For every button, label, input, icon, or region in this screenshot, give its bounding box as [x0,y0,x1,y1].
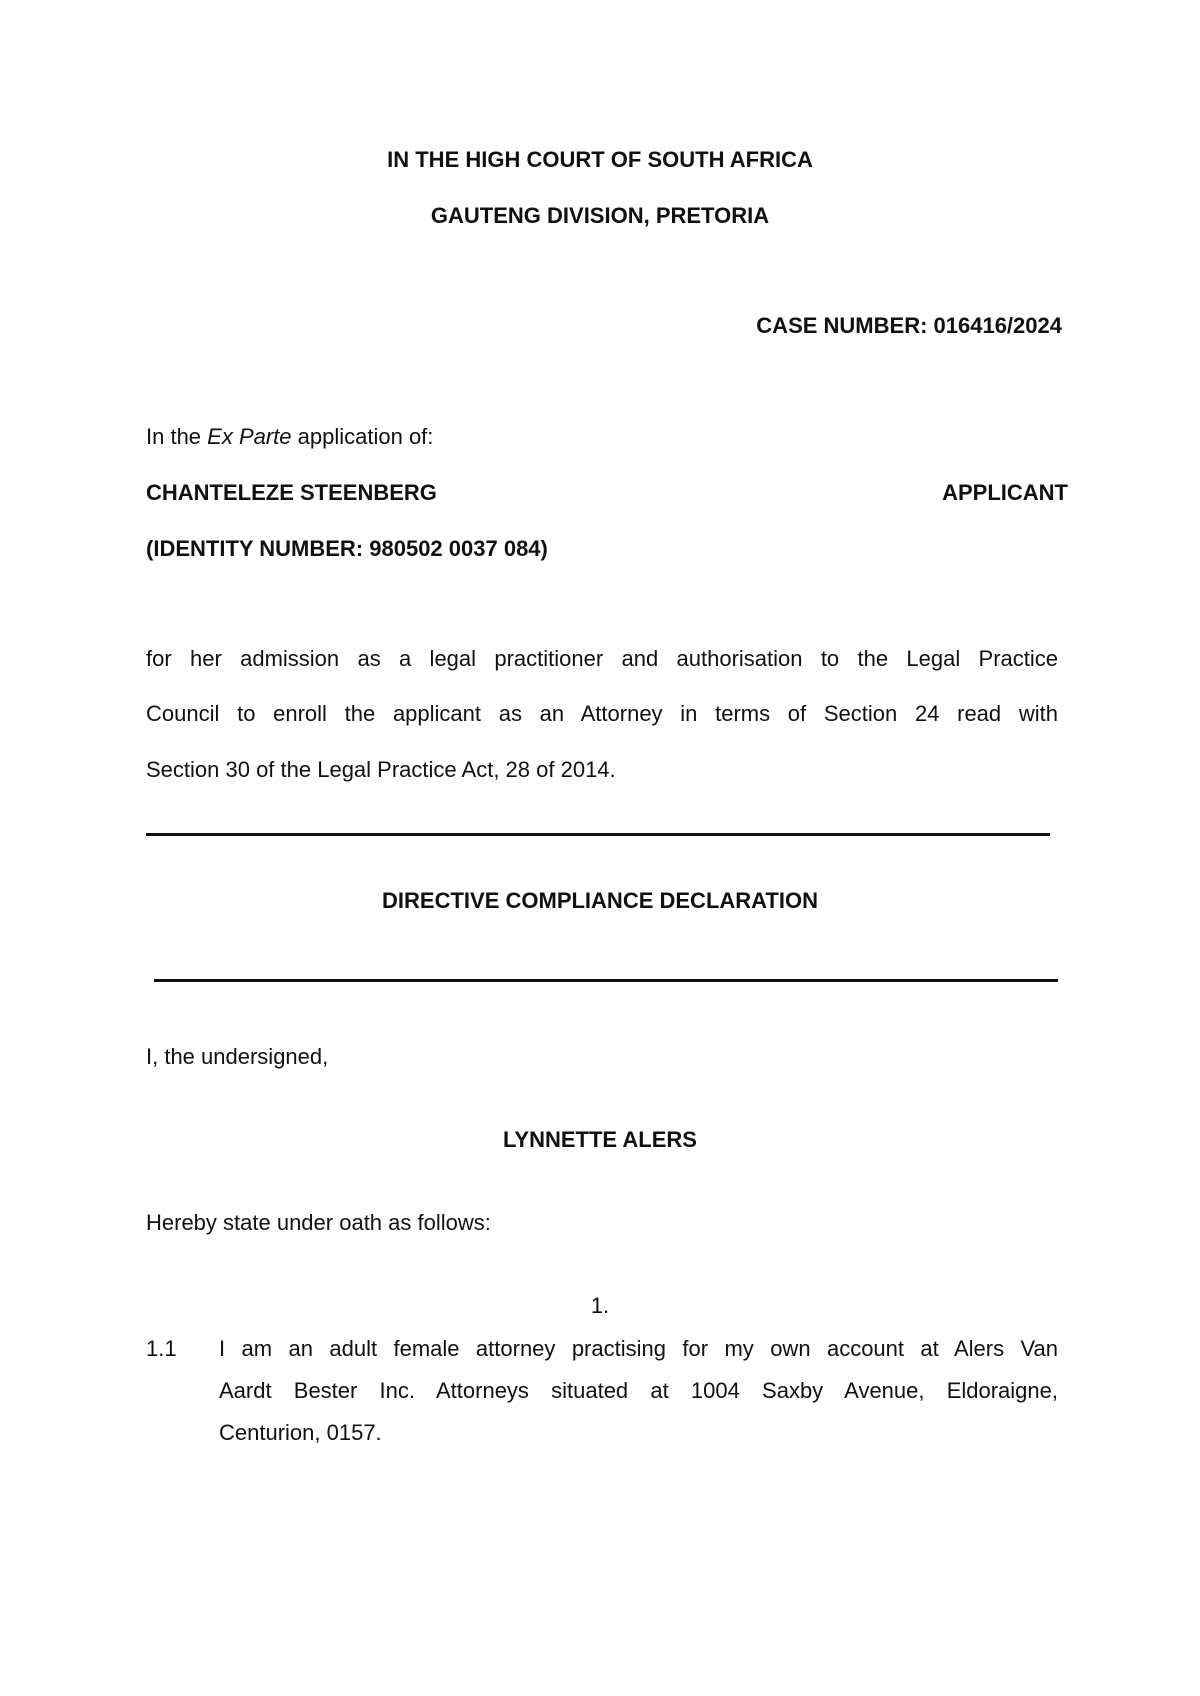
paragraph-line-2: Aardt Bester Inc. Attorneys situated at 1004 Saxby Avenue, Eldoraigne, [219,1378,1058,1403]
paragraph-line-1: I am an adult female attorney practising for my own account at Alers Van [219,1336,1058,1361]
paragraph-number: 1.1 [146,1336,177,1361]
court-heading: IN THE HIGH COURT OF SOUTH AFRICA [387,147,813,172]
intro-suffix: application of: [291,424,434,449]
application-intro [146,424,433,450]
undersigned-text: I, the undersigned, [146,1044,329,1069]
deponent-name: LYNNETTE ALERS [503,1127,697,1152]
divider-top [146,833,1050,836]
declaration-title: DIRECTIVE COMPLIANCE DECLARATION [382,888,818,913]
applicant-name: CHANTELEZE STEENBERG [146,480,437,505]
section-number: 1. [590,1293,610,1318]
intro-ex-parte: Ex Parte [207,424,292,449]
oath-statement: Hereby state under oath as follows: [146,1210,491,1235]
case-number: CASE NUMBER: 016416/2024 [756,313,1062,338]
identity-number: (IDENTITY NUMBER: 980502 0037 084) [146,536,548,561]
purpose-line-1: for her admission as a legal practitioner and authorisation to the Legal Practice [146,646,1058,671]
purpose-line-2: Council to enroll the applicant as an Attorney in terms of Section 24 read with [146,701,1058,726]
applicant-role: APPLICANT [942,480,1068,505]
purpose-line-3: Section 30 of the Legal Practice Act, 28 of 2014. [146,757,616,782]
intro-prefix: In the [146,424,208,449]
division-heading: GAUTENG DIVISION, PRETORIA [430,203,770,228]
paragraph-line-3: Centurion, 0157. [219,1420,382,1445]
divider-bottom [154,979,1058,982]
